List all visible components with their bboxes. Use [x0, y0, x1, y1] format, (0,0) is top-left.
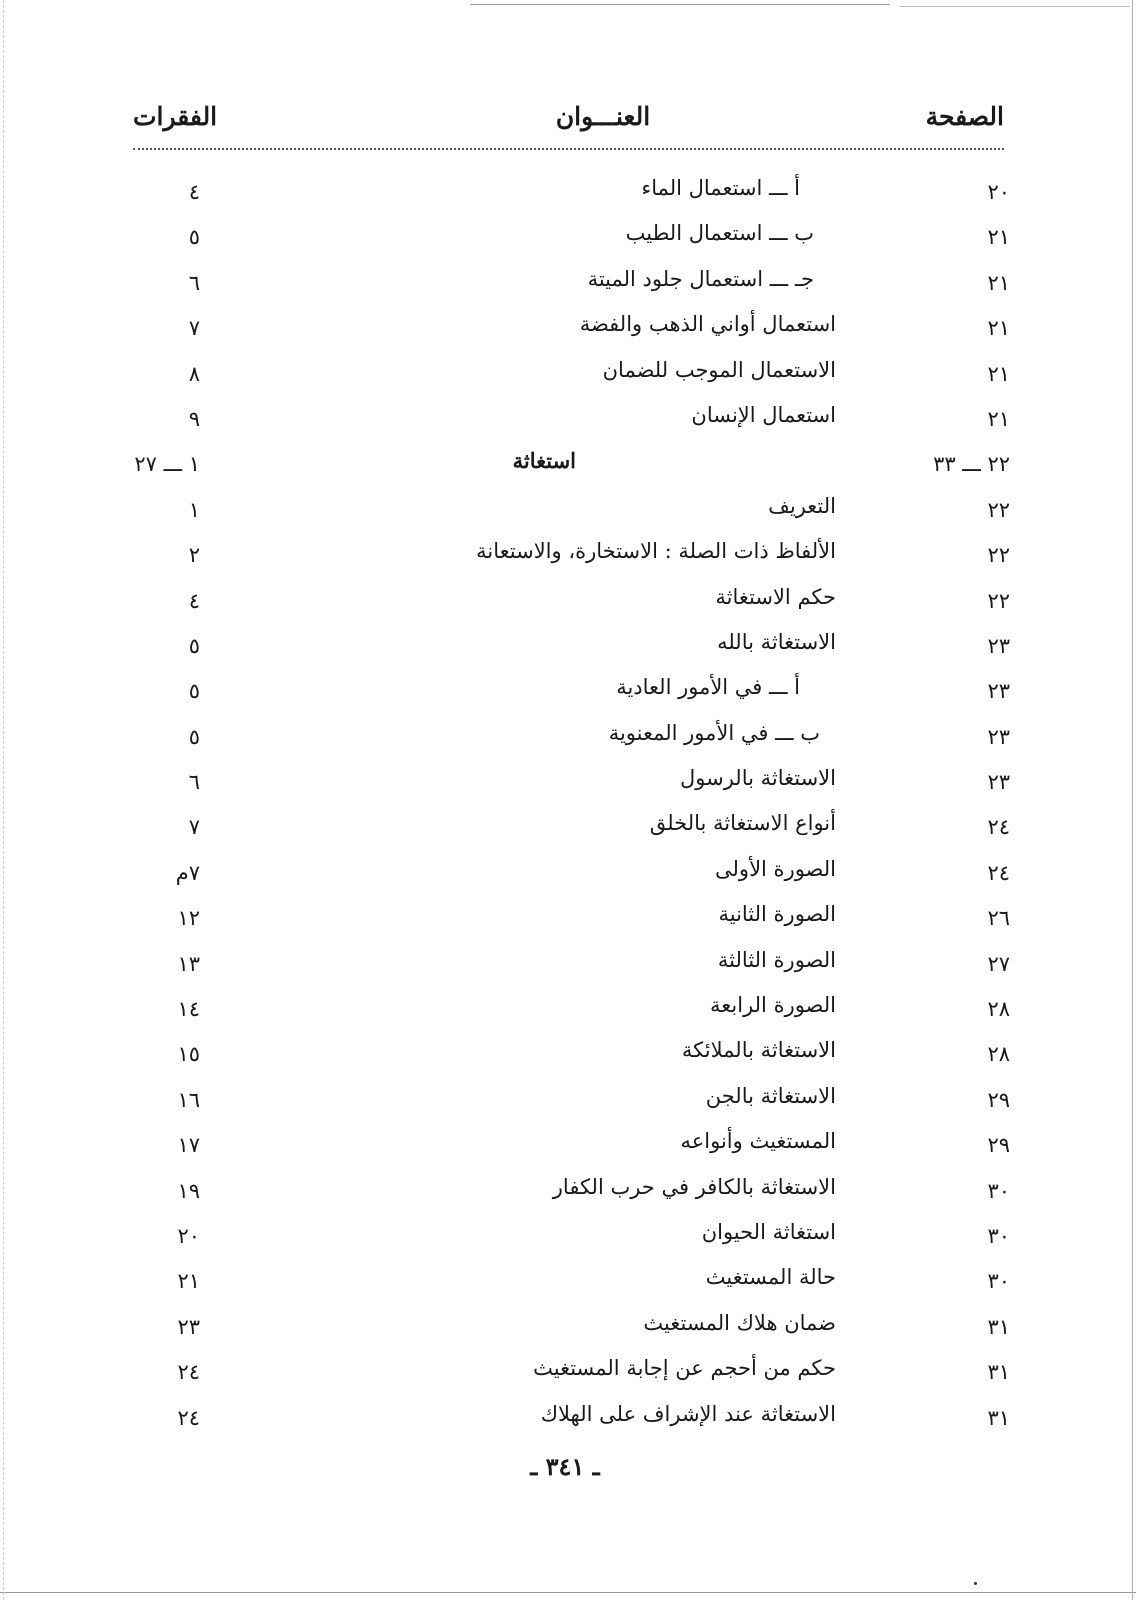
toc-row	[0, 807, 1136, 852]
toc-row	[0, 172, 1136, 217]
row-title: الاستغاثة بالله	[717, 629, 836, 654]
toc-row	[0, 853, 1136, 898]
row-title: حالة المستغيث	[705, 1265, 836, 1290]
row-paras: ١٣	[177, 951, 200, 976]
row-page: ٢٤	[987, 815, 1010, 840]
row-paras: ٢٠	[177, 1223, 200, 1248]
row-page: ٢٧	[987, 951, 1010, 976]
row-paras: ١٢	[177, 906, 200, 931]
row-page: ٢١	[987, 270, 1010, 295]
row-paras: ١	[188, 497, 200, 522]
toc-row	[0, 717, 1136, 762]
row-title: الاستغاثة بالجن	[705, 1083, 836, 1108]
row-title: الاستغاثة بالكافر في حرب الكفار	[552, 1174, 836, 1199]
row-paras: ٥	[188, 225, 200, 250]
row-page: ٢٢	[987, 497, 1010, 522]
row-page: ٢٢	[987, 543, 1010, 568]
row-page: ٢٠	[987, 180, 1010, 204]
toc-row	[0, 217, 1136, 262]
row-title: استعمال أواني الذهب والفضة	[579, 312, 836, 337]
row-paras: ١ ـــ ٢٧	[134, 452, 200, 477]
row-page: ٣٠	[987, 1178, 1010, 1203]
row-paras: ٢٤	[177, 1405, 200, 1430]
row-paras: ٤	[188, 588, 200, 613]
toc-list	[0, 172, 1136, 1443]
row-title-heading: استغاثة	[512, 448, 576, 474]
scan-border-top-right	[900, 6, 1130, 7]
row-page: ٣١	[987, 1314, 1010, 1339]
row-title: أنواع الاستغاثة بالخلق	[649, 811, 836, 836]
row-title: ب ـــ استعمال الطيب	[625, 221, 814, 246]
toc-row	[0, 535, 1136, 580]
row-paras: ١٤	[177, 997, 200, 1022]
row-page: ٢١	[987, 316, 1010, 341]
row-page: ٣١	[987, 1405, 1010, 1430]
scan-speck	[974, 1582, 977, 1585]
row-title: ضمان هلاك المستغيث	[643, 1310, 836, 1335]
row-paras: ٥	[188, 724, 200, 749]
row-title: ب ـــ في الأمور المعنوية	[608, 720, 820, 745]
row-paras: ٧	[188, 316, 200, 341]
row-title: التعريف	[768, 493, 836, 518]
toc-row	[0, 989, 1136, 1034]
row-page: ٢١	[987, 361, 1010, 386]
row-page: ٢٩	[987, 1087, 1010, 1112]
row-title: الصورة الثانية	[718, 902, 836, 927]
row-paras: ١٩	[177, 1178, 200, 1203]
row-page: ٢٣	[987, 770, 1010, 795]
row-title: الصورة الرابعة	[710, 993, 836, 1018]
toc-row	[0, 626, 1136, 671]
row-title: أ ـــ في الأمور العادية	[616, 675, 800, 700]
row-page: ٢٣	[987, 724, 1010, 749]
row-paras: ٥	[188, 679, 200, 704]
toc-row	[0, 1080, 1136, 1125]
table-header	[133, 96, 1004, 150]
toc-row	[0, 1352, 1136, 1397]
row-page: ٢٨	[987, 997, 1010, 1022]
row-page: ٢١	[987, 406, 1010, 431]
row-page: ٣١	[987, 1360, 1010, 1385]
toc-row	[0, 581, 1136, 626]
row-title: الاستغاثة بالرسول	[680, 766, 836, 791]
toc-row	[0, 263, 1136, 308]
toc-row	[0, 1261, 1136, 1306]
row-title: الاستغاثة عند الإشراف على الهلاك	[540, 1401, 836, 1426]
row-paras: ٢٤	[177, 1360, 200, 1385]
row-paras: ٢	[188, 543, 200, 568]
toc-row	[0, 1171, 1136, 1216]
row-page: ٢٨	[987, 1042, 1010, 1067]
row-title: الصورة الثالثة	[717, 947, 836, 972]
header-paras-label: الفقرات	[133, 102, 218, 131]
toc-row	[0, 1216, 1136, 1261]
scan-border-bottom	[0, 1592, 1136, 1593]
row-title: استعمال الإنسان	[691, 402, 836, 427]
row-title: الصورة الأولى	[715, 856, 836, 881]
row-page: ٢٢ ـــ ٣٣	[933, 452, 1010, 477]
toc-row	[0, 671, 1136, 716]
row-page: ٢٢	[987, 588, 1010, 613]
row-page: ٣٠	[987, 1269, 1010, 1294]
toc-row-heading	[0, 444, 1136, 489]
header-title-label: العنـــوان	[555, 102, 651, 131]
row-paras: ٢١	[177, 1269, 200, 1294]
row-paras: ٨	[188, 361, 200, 386]
page-number: ـ ٣٤١ ـ	[530, 1452, 600, 1481]
row-title: جـ ـــ استعمال جلود الميتة	[587, 266, 814, 291]
row-page: ٣٠	[987, 1223, 1010, 1248]
row-title: استغاثة الحيوان	[701, 1219, 836, 1244]
scan-border-top	[470, 4, 890, 5]
row-paras: ٤	[188, 180, 200, 204]
toc-row	[0, 762, 1136, 807]
row-page: ٢٤	[987, 860, 1010, 885]
toc-row	[0, 944, 1136, 989]
header-page-label: الصفحة	[925, 102, 1004, 131]
row-paras: ٥	[188, 633, 200, 658]
toc-row	[0, 308, 1136, 353]
toc-row	[0, 490, 1136, 535]
toc-row	[0, 399, 1136, 444]
row-paras: ٧	[188, 815, 200, 840]
toc-row	[0, 1034, 1136, 1079]
row-title: الاستغاثة بالملائكة	[681, 1038, 836, 1063]
row-title: أ ـــ استعمال الماء	[641, 176, 800, 200]
row-paras: ٢٣	[177, 1314, 200, 1339]
row-title: حكم الاستغاثة	[715, 584, 836, 609]
toc-row	[0, 898, 1136, 943]
row-page: ٢١	[987, 225, 1010, 250]
row-page: ٢٦	[987, 906, 1010, 931]
toc-row	[0, 1307, 1136, 1352]
row-title: الألفاظ ذات الصلة : الاستخارة، والاستعانة	[476, 539, 836, 564]
row-paras: ٧م	[175, 860, 200, 885]
row-title: حكم من أحجم عن إجابة المستغيث	[533, 1356, 836, 1381]
toc-row	[0, 1125, 1136, 1170]
row-paras: ٦	[188, 770, 200, 795]
row-paras: ١٥	[177, 1042, 200, 1067]
row-title: الاستعمال الموجب للضمان	[602, 357, 836, 382]
row-title: المستغيث وأنواعه	[680, 1129, 836, 1154]
toc-row	[0, 1398, 1136, 1443]
row-page: ٢٣	[987, 679, 1010, 704]
row-paras: ١٧	[177, 1133, 200, 1158]
row-paras: ١٦	[177, 1087, 200, 1112]
toc-row	[0, 354, 1136, 399]
row-page: ٢٣	[987, 633, 1010, 658]
row-page: ٢٩	[987, 1133, 1010, 1158]
row-paras: ٦	[188, 270, 200, 295]
row-paras: ٩	[188, 406, 200, 431]
